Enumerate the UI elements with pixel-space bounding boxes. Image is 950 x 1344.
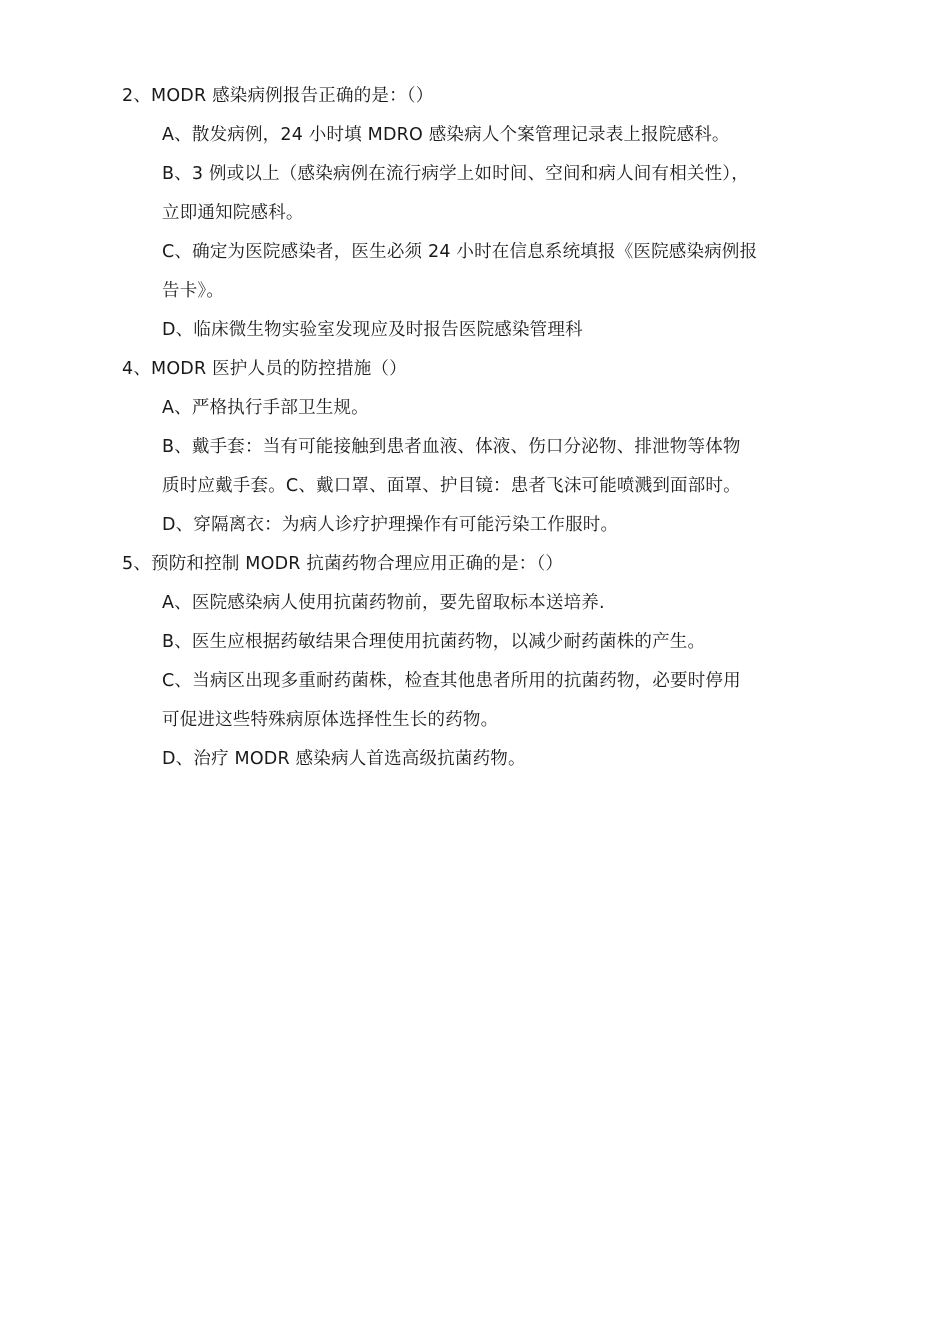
question-4-stem: 4、MODR 医护人员的防控措施（） (122, 359, 407, 379)
question-5-option-c: C、当病区出现多重耐药菌株，检查其他患者所用的抗菌药物，必要时停用 (162, 671, 741, 691)
question-2-option-c: C、确定为医院感染者，医生必须 24 小时在信息系统填报《医院感染病例报 (162, 242, 758, 262)
question-5-stem: 5、预防和控制 MODR 抗菌药物合理应用正确的是：（） (122, 554, 564, 574)
question-2-option-b: B、3 例或以上（感染病例在流行病学上如时间、空间和病人间有相关性）， (162, 164, 749, 184)
question-4-option-b: B、戴手套：当有可能接触到患者血液、体液、伤口分泌物、排泄物等体物 (162, 437, 741, 457)
question-2-stem: 2、MODR 感染病例报告正确的是：（） (122, 86, 434, 106)
question-2-option-d: D、临床微生物实验室发现应及时报告医院感染管理科 (162, 320, 583, 340)
question-5-option-c-continued: 可促进这些特殊病原体选择性生长的药物。 (162, 710, 499, 730)
question-5-option-b: B、医生应根据药敏结果合理使用抗菌药物，以减少耐药菌株的产生。 (162, 632, 706, 652)
question-4-option-d: D、穿隔离衣：为病人诊疗护理操作有可能污染工作服时。 (162, 515, 619, 535)
question-2-option-c-continued: 告卡》。 (162, 281, 225, 301)
question-2-option-b-continued: 立即通知院感科。 (162, 203, 304, 223)
question-5-option-d: D、治疗 MODR 感染病人首选高级抗菌药物。 (162, 749, 526, 769)
question-2-option-a: A、散发病例，24 小时填 MDRO 感染病人个案管理记录表上报院感科。 (162, 125, 730, 145)
question-5-option-a: A、医院感染病人使用抗菌药物前，要先留取标本送培养. (162, 593, 605, 613)
question-4-option-b-c: 质时应戴手套。C、戴口罩、面罩、护目镜：患者飞沫可能喷溅到面部时。 (162, 476, 741, 496)
question-4-option-a: A、严格执行手部卫生规。 (162, 398, 369, 418)
